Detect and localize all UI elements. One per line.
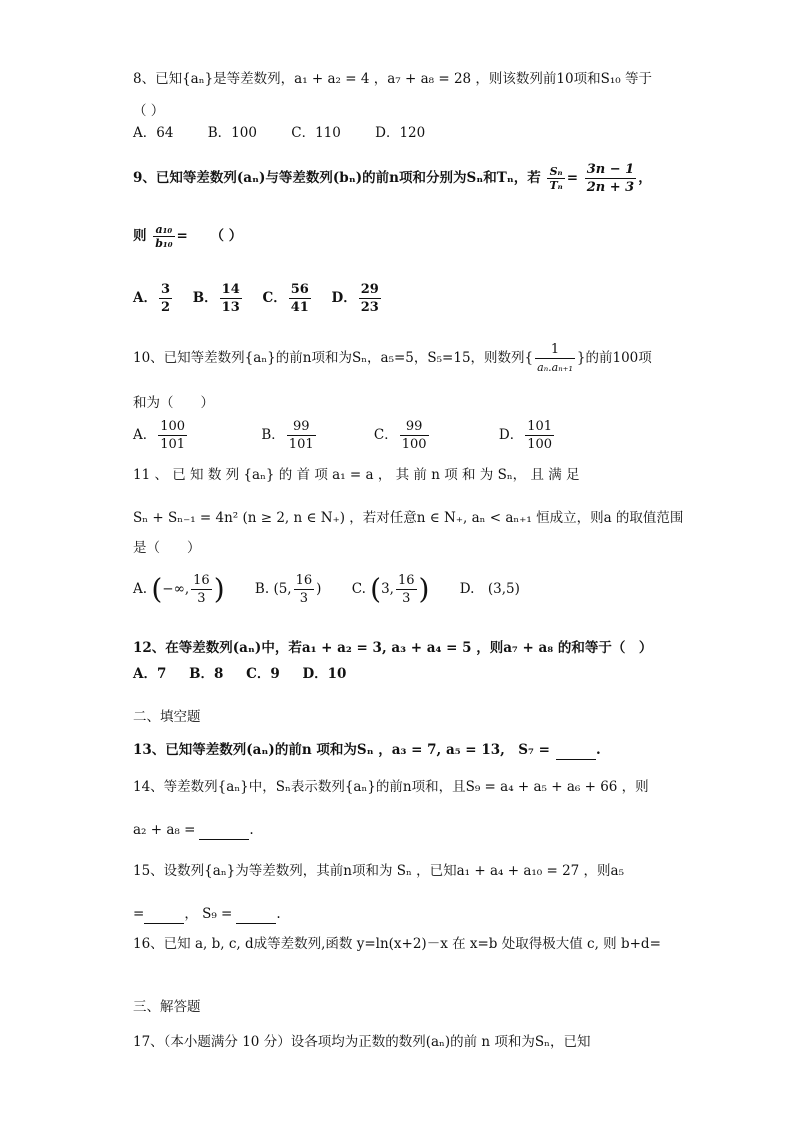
q9-cond-frac (547, 165, 564, 192)
q17-stem: 17、（本小题满分 10 分）设各项均为正数的数列(aₙ)的前 n 项和为Sₙ，已知 (133, 1034, 591, 1050)
q8-option-a: A．64 (133, 125, 174, 141)
q9-cond-num: Sₙ (547, 165, 564, 179)
q11-line2: Sₙ + Sₙ₋₁ = 4n² (n ≥ 2, n ∈ N₊) ，若对任意n ∈ N₊, aₙ < aₙ₊₁ 恒成立，则a 的取值范围 (133, 510, 684, 526)
q9-cond-den: Tₙ (549, 179, 563, 192)
q10-option-b: B． $\frac{99}{101}$ (261, 419, 314, 452)
q9-ask-num: a₁₀ (153, 223, 174, 237)
q9-ask-eq: = (176, 228, 188, 244)
q14-blank[interactable] (199, 825, 249, 840)
q12-stem: 12、在等差数列(aₙ)中，若a₁ + a₂ = 3, a₃ + a₄ = 5 ，则a₇ + a₈ 的和等于（ ） (133, 640, 653, 656)
q9-ask-den: b₁₀ (155, 237, 173, 250)
q11-line1: 11 、 已 知 数 列 {aₙ} 的 首 项 a₁ = a ， 其 前 n 项 和 为 Sₙ， 且 满 足 (133, 467, 580, 483)
q8-option-c: C．110 (291, 125, 341, 141)
q11-options (133, 566, 550, 613)
q11-option-c: C. (3, $\frac{16}{3}$ ) (351, 572, 430, 606)
q15-blank-a5[interactable] (144, 909, 184, 924)
q8-option-d: D．120 (375, 125, 426, 141)
q9-ask-frac (153, 223, 174, 250)
q9-text: 9、已知等差数列(aₙ)与等差数列(bₙ)的前n项和分别为Sₙ和Tₙ，若 (133, 170, 541, 186)
q8-option-b: B．100 (207, 125, 257, 141)
q12-option-a: A．7 (133, 666, 167, 682)
section-fill-in-heading: 二、填空题 (133, 709, 201, 725)
section-solution-heading: 三、解答题 (133, 999, 201, 1015)
q9-cond-rhs (585, 161, 637, 196)
q9-stem: 9、已知等差数列(aₙ)与等差数列(bₙ)的前n项和分别为Sₙ和Tₙ，若 $\frac{\text{Sₙ}}{\text{Tₙ}}$ = $\frac{3n - 1}{2n + 3}$ ， (133, 162, 652, 195)
q14-line1: 14、等差数列{aₙ}中，Sₙ表示数列{aₙ}的前n项和，且S₉ = a₄ + a₅ + a₆ + 66 ，则 (133, 779, 649, 795)
q10-text-a: 10、已知等差数列{aₙ}的前n项和为Sₙ，a₅=5，S₅=15，则数列{ (133, 350, 534, 366)
q8-stem: 8、已知{aₙ}是等差数列，a₁ + a₂ = 4 ，a₇ + a₈ = 28 ，则该数列前10项和S₁₀ 等于 (133, 71, 652, 87)
q9-options (133, 276, 413, 320)
q9-comma: ， (638, 170, 652, 186)
q9-option-d: D． $\frac{29}{23}$ (331, 282, 379, 315)
q8-paren: （ ） (133, 103, 165, 119)
q9-ask (133, 216, 242, 256)
q10-stem (133, 338, 652, 378)
q9-then: 则 (133, 228, 147, 244)
q10-options (133, 413, 586, 457)
q9-cond-rhs-den: 2n + 3 (586, 180, 635, 195)
q9-paren: （ ） (210, 228, 243, 244)
q13-stem: 13、已知等差数列(aₙ)的前n 项和为Sₙ ，a₃ = 7, a₅ = 13, S₇ = . (133, 742, 601, 758)
q10-frac: $\frac{1}{\text{aₙ.aₙ₊₁}}$ (537, 342, 573, 374)
q12-option-d: D．10 (302, 666, 347, 682)
q12-option-b: B．8 (189, 666, 224, 682)
q13-blank[interactable] (556, 745, 596, 760)
q12-option-c: C．9 (246, 666, 280, 682)
q10-option-c: C． $\frac{99}{100}$ (373, 419, 427, 452)
q10-option-a: A． $\frac{100}{101}$ (133, 419, 186, 452)
q10-text-b: }的前100项 (576, 350, 652, 366)
q9-option-b: B． $\frac{14}{13}$ (192, 282, 240, 315)
q11-line3: 是（ ） (133, 540, 201, 556)
q9-option-c: C． $\frac{56}{41}$ (262, 282, 309, 315)
q15-blank-s9[interactable] (236, 909, 276, 924)
q11-option-a: A. (−∞, $\frac{16}{3}$ ) (133, 572, 225, 606)
q8-options (133, 123, 455, 143)
q10-line2: 和为（ ） (133, 395, 214, 411)
q10-option-d: D． $\frac{101}{100}$ (498, 419, 553, 452)
q9-option-a: A． $\frac{3}{2}$ (133, 282, 171, 315)
q14-line2: a₂ + a₈ = . (133, 822, 254, 838)
q15-line1: 15、设数列{aₙ}为等差数列，其前n项和为 Sₙ ，已知a₁ + a₄ + a₁₀ = 27 ，则a₅ (133, 863, 625, 879)
q11-option-b: B. (5, $\frac{16}{3}$ ) (254, 573, 322, 606)
q16-stem: 16、已知 a, b, c, d成等差数列,函数 y=ln(x+2)－x 在 x=b 处取得极大值 c, 则 b+d= (133, 936, 661, 952)
q9-cond-rhs-num: 3n − 1 (586, 162, 635, 177)
q12-options (133, 664, 376, 684)
q15-line2: = ， S₉ = . (133, 906, 281, 922)
q11-option-d: D. (3,5) (459, 581, 520, 597)
